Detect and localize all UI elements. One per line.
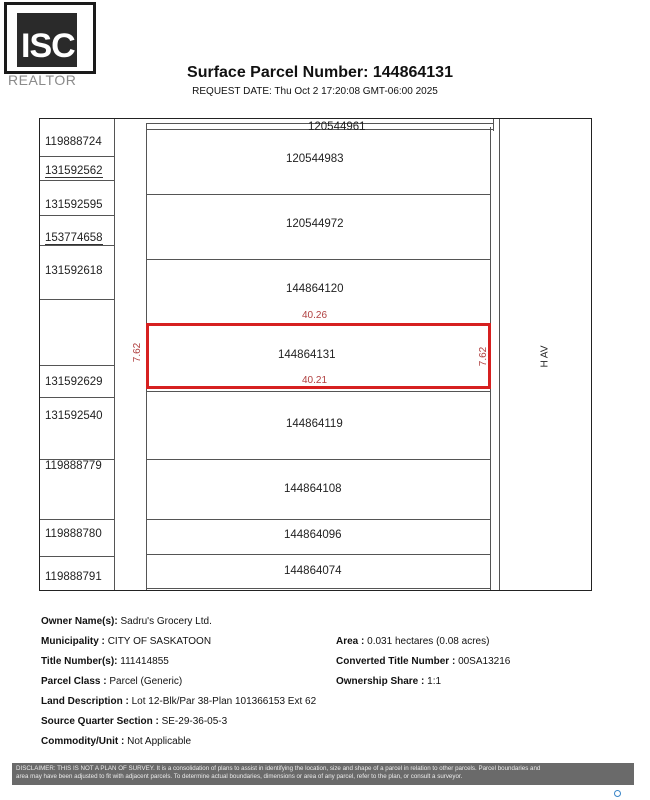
ownership-share-label: Ownership Share :: [336, 676, 425, 687]
lot-line: [146, 194, 491, 195]
lot-line: [146, 259, 491, 260]
source-quarter-label: Source Quarter Section :: [41, 716, 159, 727]
left-row-line: [40, 156, 114, 157]
left-strip-divider: [114, 119, 115, 591]
area-row: [336, 636, 489, 647]
left-parcel-label: 131592540: [45, 410, 103, 422]
commodity-label: Commodity/Unit :: [41, 736, 125, 747]
municipality-label: Municipality :: [41, 636, 105, 647]
lot-label: 120544972: [286, 218, 344, 230]
left-row-line: [40, 299, 114, 300]
area-value: 0.031 hectares (0.08 acres): [367, 636, 490, 647]
lot-label: 120544983: [286, 153, 344, 165]
converted-title-row: [336, 656, 510, 667]
left-row-line: [40, 519, 114, 520]
lot-line: [146, 554, 491, 555]
lot-label: 144864096: [284, 529, 342, 541]
left-row-line: [40, 215, 114, 216]
left-parcel-label: 119888780: [45, 528, 102, 540]
parcel-map: [39, 118, 592, 591]
subject-parcel-label: 144864131: [278, 349, 336, 361]
left-row-line: [40, 397, 114, 398]
left-parcel-label: 119888791: [45, 571, 102, 583]
parcel-class-label: Parcel Class :: [41, 676, 107, 687]
left-row-line: [40, 245, 114, 246]
title-number-label: Title Number(s):: [41, 656, 118, 667]
owner-row: [41, 616, 212, 627]
parcel-class-row: [41, 676, 182, 687]
commodity-value: Not Applicable: [127, 736, 192, 747]
land-description-value: Lot 12-Blk/Par 38-Plan 101366153 Ext 62: [131, 696, 317, 707]
owner-value: Sadru's Grocery Ltd.: [120, 616, 212, 627]
lot-label: 120544961: [308, 121, 366, 133]
commodity-row: [41, 736, 191, 747]
left-row-line: [40, 180, 114, 181]
left-parcel-label: 131592618: [45, 265, 103, 277]
logo-subtext: REALTOR: [8, 72, 77, 88]
municipality-row: [41, 636, 211, 647]
request-date: REQUEST DATE: Thu Oct 2 17:20:08 GMT-06:00 2025: [192, 86, 438, 97]
disclaimer-line: area may have been adjusted to fit with adjacent parcels. To determine actual boundaries, dimensions or area of any parcel, refer to the plan, or consult a surveyor.: [16, 773, 463, 780]
dimension-bottom: 40.21: [302, 375, 328, 386]
converted-title-value: 00SA13216: [458, 656, 511, 667]
lot-line: [146, 391, 491, 392]
ownership-share-value: 1:1: [427, 676, 442, 687]
lot-label: 144864074: [284, 565, 342, 577]
lot-line: [146, 519, 491, 520]
lot-label: 144864120: [286, 283, 344, 295]
left-parcel-label: 153774658: [45, 232, 103, 244]
municipality-value: CITY OF SASKATOON: [107, 636, 212, 647]
left-parcel-label: 131592595: [45, 199, 103, 211]
left-row-line: [40, 556, 114, 557]
ownership-share-row: [336, 676, 441, 687]
location-pin-icon: [614, 790, 621, 797]
title-number-value: 111414855: [120, 656, 169, 667]
left-parcel-label: 131592629: [45, 376, 103, 388]
land-description-row: [41, 696, 316, 707]
lot-line: [146, 459, 491, 460]
lot-label: 144864108: [284, 483, 342, 495]
land-description-label: Land Description :: [41, 696, 129, 707]
parcel-class-value: Parcel (Generic): [109, 676, 183, 687]
source-quarter-value: SE-29-36-05-3: [161, 716, 228, 727]
converted-title-label: Converted Title Number :: [336, 656, 456, 667]
left-parcel-label: 131592562: [45, 165, 103, 177]
area-label: Area :: [336, 636, 365, 647]
title-number-row: [41, 656, 169, 667]
logo-text: ISC: [21, 27, 75, 65]
dimension-right: 7.62: [478, 346, 490, 367]
dimension-top: 40.26: [302, 310, 328, 321]
left-row-line: [40, 365, 114, 366]
left-parcel-label: 119888779: [45, 460, 102, 472]
disclaimer-line: DISCLAIMER: THIS IS NOT A PLAN OF SURVEY. It is a consolidation of plans to assist in identifying the location, size and shape of a parcel in relation to other parcels. Parcel boundaries and: [16, 765, 541, 772]
lot-line: [146, 588, 491, 589]
source-quarter-row: [41, 716, 227, 727]
lot-right-boundary: [493, 119, 494, 131]
left-parcel-label: 119888724: [45, 136, 102, 148]
dimension-left: 7.62: [132, 342, 144, 363]
disclaimer-banner: [12, 763, 634, 785]
lot-label: 144864119: [286, 418, 343, 430]
street-line: [499, 119, 500, 591]
street-label: H AV: [539, 345, 551, 368]
page-title: Surface Parcel Number: 144864131: [187, 64, 453, 81]
owner-label: Owner Name(s):: [41, 616, 118, 627]
